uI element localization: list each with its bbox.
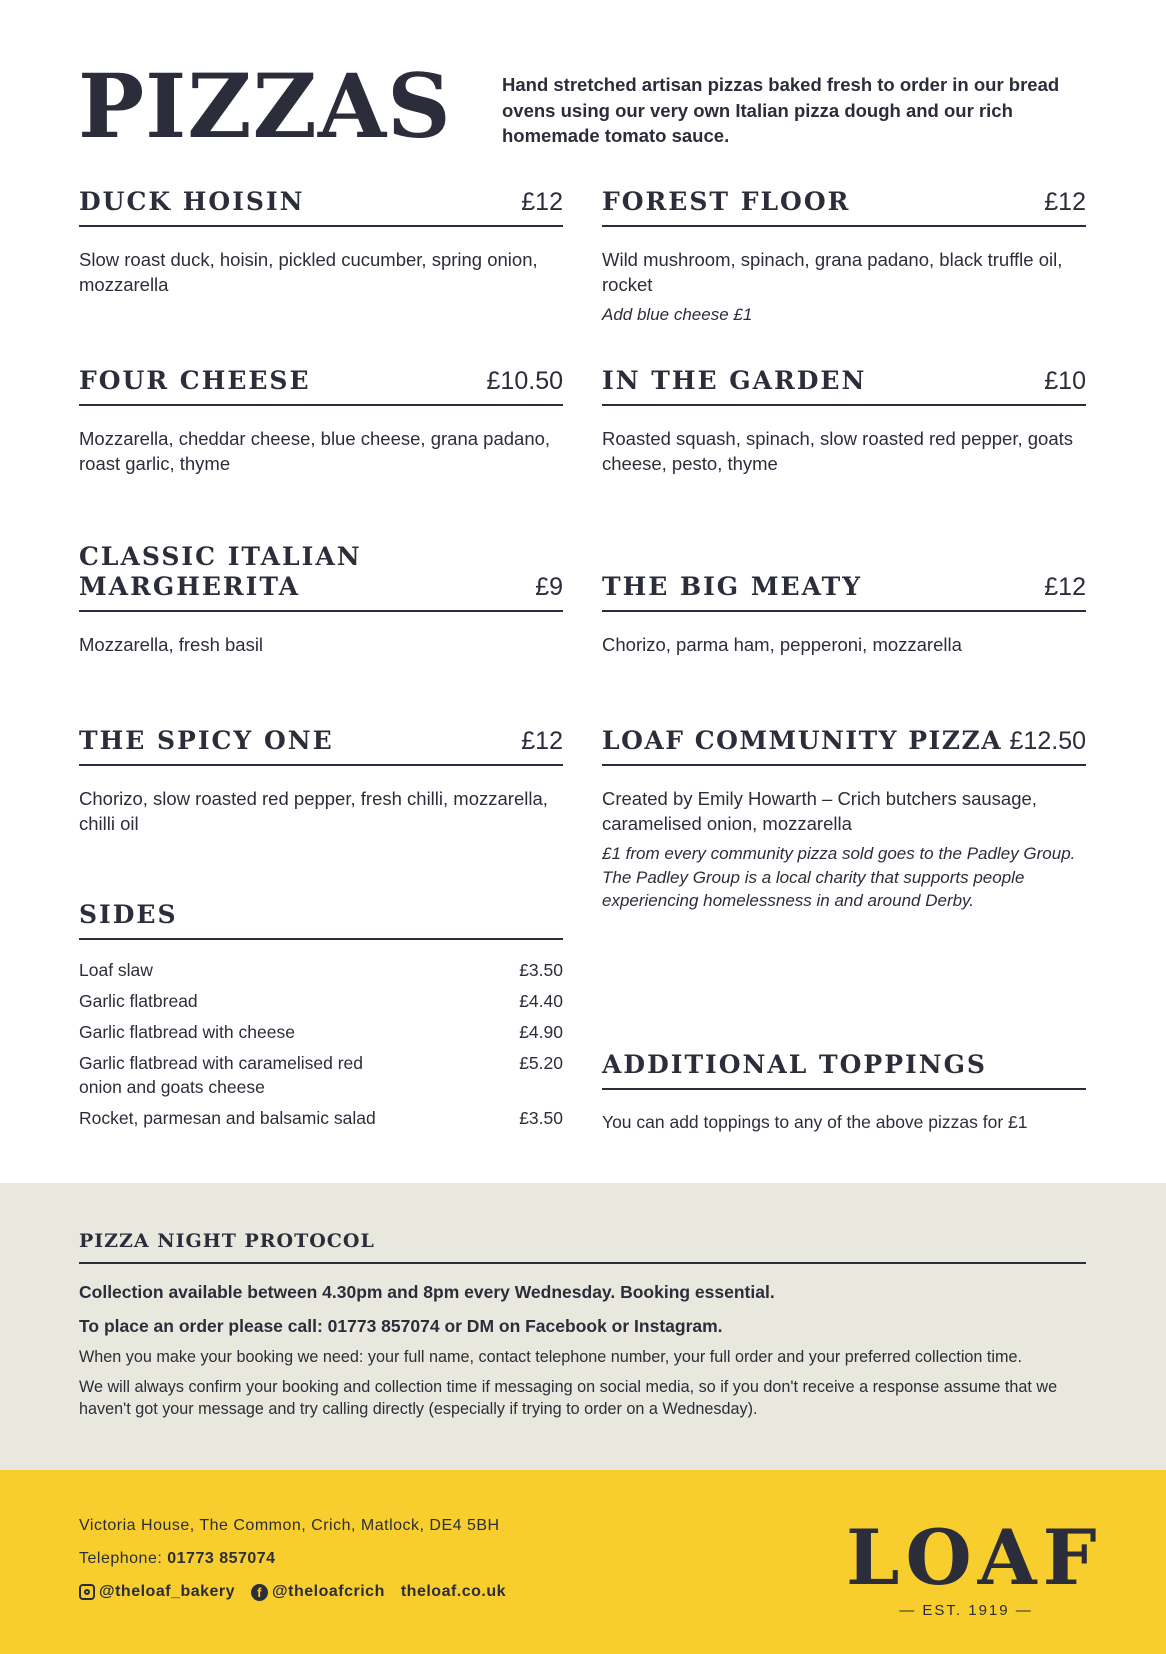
sides-title: SIDES xyxy=(79,900,178,929)
side-row xyxy=(79,1020,563,1044)
side-row xyxy=(79,1106,563,1130)
menu-item xyxy=(602,366,1086,476)
side-name: Loaf slaw xyxy=(79,960,153,980)
protocol-band xyxy=(0,1183,1166,1470)
item-description: Slow roast duck, hoisin, pickled cucumber, spring onion, mozzarella xyxy=(79,249,538,295)
item-note: Add blue cheese £1 xyxy=(602,305,753,324)
item-name: IN THE GARDEN xyxy=(602,366,867,395)
item-price: £10 xyxy=(1044,367,1086,395)
facebook-link[interactable] xyxy=(251,1580,385,1604)
menu-item xyxy=(602,572,1086,657)
item-header xyxy=(602,187,1086,227)
item-price: £12 xyxy=(521,188,563,216)
toppings-header xyxy=(602,1050,1086,1090)
item-description: Roasted squash, spinach, slow roasted red pepper, goats cheese, pesto, thyme xyxy=(602,428,1074,474)
page-title: PIZZAS xyxy=(78,54,452,158)
item-name: FOREST FLOOR xyxy=(602,187,851,216)
telephone-number[interactable]: 01773 857074 xyxy=(167,1550,276,1567)
item-price: £12 xyxy=(1044,188,1086,216)
instagram-link[interactable] xyxy=(79,1580,235,1604)
item-header xyxy=(79,187,563,227)
side-price: £3.50 xyxy=(519,960,563,980)
protocol-content xyxy=(79,1229,1086,1420)
logo-word: LOAF xyxy=(846,1513,1103,1602)
item-header xyxy=(602,572,1086,612)
protocol-confirmation: We will always confirm your booking and collection time if messaging on social media, so if you don't receive a response assume that we haven't got your message and try calling directly (especially if trying to order on a Wednesday). xyxy=(79,1378,1058,1418)
side-price: £4.90 xyxy=(519,1022,563,1042)
telephone-label: Telephone: xyxy=(79,1550,163,1567)
item-price: £12.50 xyxy=(1009,727,1086,755)
sides-header xyxy=(79,900,563,940)
toppings-title: ADDITIONAL TOPPINGS xyxy=(602,1050,987,1079)
facebook-icon: f xyxy=(251,1584,268,1601)
protocol-collection: Collection available between 4.30pm and 8pm every Wednesday. Booking essential. xyxy=(79,1282,775,1302)
item-price: £12 xyxy=(521,727,563,755)
item-name: FOUR CHEESE xyxy=(79,366,311,395)
menu-item xyxy=(79,366,563,476)
item-description: Wild mushroom, spinach, grana padano, black truffle oil, rocket xyxy=(602,249,1063,295)
menu-item xyxy=(602,187,1086,327)
footer xyxy=(0,1470,1166,1654)
protocol-order: To place an order please call: 01773 857074 or DM on Facebook or Instagram. xyxy=(79,1316,723,1336)
website-link[interactable]: theloaf.co.uk xyxy=(400,1583,507,1600)
side-name: Garlic flatbread with cheese xyxy=(79,1022,295,1042)
menu-item xyxy=(602,726,1086,913)
menu-item xyxy=(79,542,563,657)
item-header xyxy=(79,726,563,766)
address: Victoria House, The Common, Crich, Matlock, DE4 5BH xyxy=(79,1517,500,1534)
social-links xyxy=(79,1580,506,1604)
instagram-handle: @theloaf_bakery xyxy=(99,1583,236,1600)
protocol-title: PIZZA NIGHT PROTOCOL xyxy=(79,1229,1086,1264)
facebook-handle: @theloafcrich xyxy=(272,1583,385,1600)
intro-text: Hand stretched artisan pizzas baked fresh to order in our bread ovens using our very own Italian pizza dough and our rich homemade tomato sauce. xyxy=(502,74,1060,146)
item-price: £12 xyxy=(1044,573,1086,601)
side-price: £5.20 xyxy=(519,1053,563,1073)
menu-item xyxy=(79,187,563,297)
item-note: £1 from every community pizza sold goes to the Padley Group. The Padley Group is a local charity that supports people experiencing homelessness in and around Derby. xyxy=(602,844,1076,910)
side-price: £4.40 xyxy=(519,991,563,1011)
item-header xyxy=(602,726,1086,766)
loaf-logo xyxy=(846,1513,1103,1619)
item-description: Chorizo, parma ham, pepperoni, mozzarella xyxy=(602,634,962,655)
telephone-line xyxy=(79,1547,506,1571)
item-name: CLASSIC ITALIAN MARGHERITA xyxy=(79,542,362,601)
side-row xyxy=(79,1051,563,1099)
sides-list xyxy=(79,958,563,1130)
item-header xyxy=(79,542,563,612)
item-price: £10.50 xyxy=(486,367,563,395)
toppings-section xyxy=(602,1050,1086,1135)
toppings-description: You can add toppings to any of the above pizzas for £1 xyxy=(602,1112,1028,1132)
item-description: Created by Emily Howarth – Crich butchers sausage, caramelised onion, mozzarella xyxy=(602,788,1037,834)
item-header xyxy=(602,366,1086,406)
side-name: Garlic flatbread xyxy=(79,991,198,1011)
item-header xyxy=(79,366,563,406)
side-price: £3.50 xyxy=(519,1108,563,1128)
item-name: THE BIG MEATY xyxy=(602,572,863,601)
item-name: DUCK HOISIN xyxy=(79,187,305,216)
item-price: £9 xyxy=(535,573,563,601)
side-row xyxy=(79,958,563,982)
item-description: Mozzarella, cheddar cheese, blue cheese, grana padano, roast garlic, thyme xyxy=(79,428,551,474)
instagram-icon xyxy=(79,1584,95,1600)
side-row xyxy=(79,989,563,1013)
logo-tagline: — EST. 1919 — xyxy=(899,1602,1033,1619)
footer-contact xyxy=(79,1514,506,1613)
sides-section xyxy=(79,900,563,1130)
item-name: LOAF COMMUNITY PIZZA xyxy=(602,726,1003,755)
item-description: Mozzarella, fresh basil xyxy=(79,634,264,655)
menu-item xyxy=(79,726,563,836)
side-name: Garlic flatbread with caramelised red onion and goats cheese xyxy=(79,1053,364,1097)
item-description: Chorizo, slow roasted red pepper, fresh chilli, mozzarella, chilli oil xyxy=(79,788,548,834)
protocol-booking-info: When you make your booking we need: your full name, contact telephone number, your full order and your preferred collection time. xyxy=(79,1348,1022,1366)
side-name: Rocket, parmesan and balsamic salad xyxy=(79,1108,376,1128)
item-name: THE SPICY ONE xyxy=(79,726,334,755)
